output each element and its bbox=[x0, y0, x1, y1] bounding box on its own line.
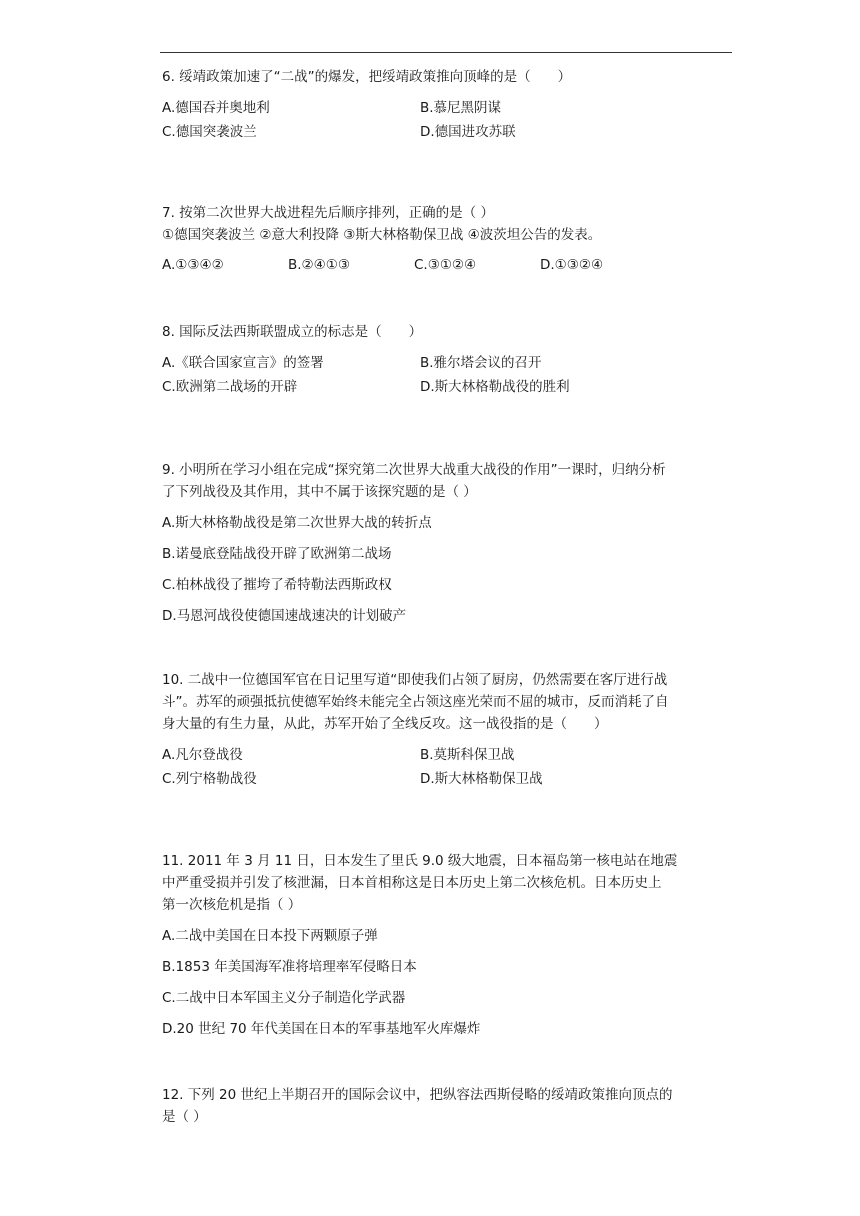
option-d[interactable]: D.德国进攻苏联 bbox=[420, 124, 516, 140]
question-stem: 7. 按第二次世界大战进程先后顺序排列，正确的是（ ） bbox=[162, 205, 494, 221]
question-stem-line: 第一次核危机是指（ ） bbox=[162, 897, 302, 913]
option-c[interactable]: C.欧洲第二战场的开辟 bbox=[162, 379, 298, 395]
option-a[interactable]: A.①③④② bbox=[162, 257, 224, 273]
question-stem-line: 是（ ） bbox=[162, 1109, 207, 1125]
options bbox=[162, 97, 732, 143]
question-stem-line: 了下列战役及其作用，其中不属于该探究题的是（ ） bbox=[162, 484, 477, 500]
question-11 bbox=[162, 850, 732, 1040]
option-c[interactable]: C.柏林战役了摧垮了希特勒法西斯政权 bbox=[162, 577, 392, 593]
option-d[interactable]: D.①③②④ bbox=[540, 257, 604, 273]
question-stem: 6. 绥靖政策加速了“二战”的爆发，把绥靖政策推向顶峰的是（ ） bbox=[162, 69, 572, 85]
option-a[interactable]: A.凡尔登战役 bbox=[162, 747, 243, 763]
option-d[interactable]: D.马恩河战役使德国速战速决的计划破产 bbox=[162, 608, 407, 624]
option-b[interactable]: B.1853 年美国海军准将培理率军侵略日本 bbox=[162, 959, 417, 975]
option-c[interactable]: C.列宁格勒战役 bbox=[162, 771, 257, 787]
option-b[interactable]: B.诺曼底登陆战役开辟了欧洲第二战场 bbox=[162, 546, 392, 562]
options bbox=[162, 352, 732, 398]
option-a[interactable]: A.斯大林格勒战役是第二次世界大战的转折点 bbox=[162, 515, 432, 531]
sequence-items: ①德国突袭波兰 ②意大利投降 ③斯大林格勒保卫战 ④波茨坦公告的发表。 bbox=[162, 227, 602, 243]
option-d[interactable]: D.20 世纪 70 年代美国在日本的军事基地军火库爆炸 bbox=[162, 1021, 481, 1037]
option-a[interactable]: A.二战中美国在日本投下两颗原子弹 bbox=[162, 928, 378, 944]
option-d[interactable]: D.斯大林格勒战役的胜利 bbox=[420, 379, 570, 395]
option-b[interactable]: B.②④①③ bbox=[288, 257, 350, 273]
options bbox=[162, 254, 732, 276]
question-8 bbox=[162, 321, 732, 398]
question-6 bbox=[162, 66, 732, 143]
question-stem-line: 11. 2011 年 3 月 11 日，日本发生了里氏 9.0 级大地震，日本福岛第一核电站在地震 bbox=[162, 853, 678, 869]
header-rule bbox=[160, 52, 732, 53]
option-d[interactable]: D.斯大林格勒保卫战 bbox=[420, 771, 543, 787]
question-9 bbox=[162, 459, 732, 627]
option-b[interactable]: B.慕尼黑阴谋 bbox=[420, 100, 502, 116]
option-a[interactable]: A.德国吞并奥地利 bbox=[162, 100, 270, 116]
question-stem-line: 身大量的有生力量，从此，苏军开始了全线反攻。这一战役指的是（ ） bbox=[162, 716, 608, 732]
question-stem-line: 斗”。苏军的顽强抵抗使德军始终未能完全占领这座光荣而不屈的城市，反而消耗了自 bbox=[162, 694, 669, 710]
option-b[interactable]: B.莫斯科保卫战 bbox=[420, 747, 515, 763]
question-7 bbox=[162, 202, 732, 276]
option-c[interactable]: C.③①②④ bbox=[414, 257, 477, 273]
question-stem-line: 9. 小明所在学习小组在完成“探究第二次世界大战重大战役的作用”一课时，归纳分析 bbox=[162, 462, 666, 478]
option-a[interactable]: A.《联合国家宣言》的签署 bbox=[162, 355, 324, 371]
question-12 bbox=[162, 1084, 732, 1128]
question-stem-line: 中严重受损并引发了核泄漏，日本首相称这是日本历史上第二次核危机。日本历史上 bbox=[162, 875, 662, 891]
option-c[interactable]: C.德国突袭波兰 bbox=[162, 124, 257, 140]
options bbox=[162, 744, 732, 790]
question-stem-line: 10. 二战中一位德国军官在日记里写道“即使我们占领了厨房，仍然需要在客厅进行战 bbox=[162, 672, 668, 688]
question-10 bbox=[162, 669, 732, 790]
question-stem: 8. 国际反法西斯联盟成立的标志是（ ） bbox=[162, 324, 423, 340]
option-c[interactable]: C.二战中日本军国主义分子制造化学武器 bbox=[162, 990, 406, 1006]
option-b[interactable]: B.雅尔塔会议的召开 bbox=[420, 355, 542, 371]
question-stem-line: 12. 下列 20 世纪上半期召开的国际会议中，把纵容法西斯侵略的绥靖政策推向顶点的 bbox=[162, 1087, 673, 1103]
